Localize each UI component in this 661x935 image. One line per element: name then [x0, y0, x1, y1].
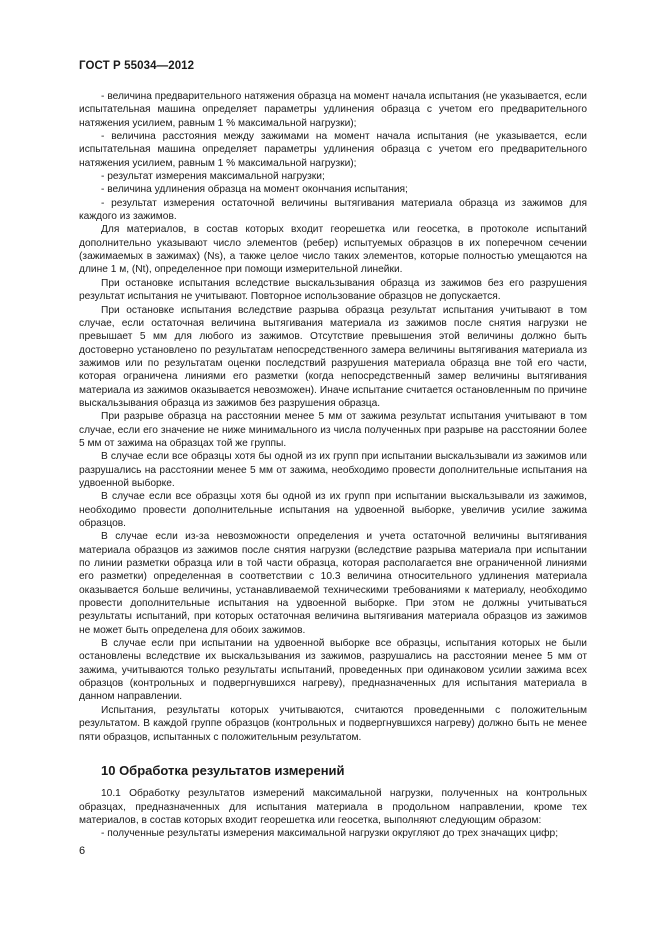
document-code-header: ГОСТ Р 55034—2012 — [79, 60, 195, 72]
paragraph: - величина предварительного натяжения образца на момент начала испытания (не указывается, если испытательная машина определяет параметры удлинения образца с учетом его предварительного натяжения усилием, равным 1 % максимальной нагрузки); — [79, 91, 587, 129]
section-heading: 10 Обработка результатов измерений — [101, 762, 345, 778]
paragraph: В случае если из-за невозможности определения и учета остаточной величины вытягивания материала образцов из зажимов после снятия нагрузки (вследствие разрыва материала при испытании по линии разметки образца или в той части образца, которая располагается вне ограниченной линиями его разметки) определенная в соответствии с 10.3 величина относительного удлинения материала оказывается больше величины, устанавливаемой техническими требованиями к материалу, необходимо провести дополнительные испытания на удвоенной выборке. При этом не должны учитываться результаты испытаний, при которых остаточная величина вытягивания материала образцов из зажимов не может быть определена для обоих зажимов. — [79, 531, 587, 636]
body-text — [79, 90, 587, 841]
paragraph: При разрыве образца на расстоянии менее 5 мм от зажима результат испытания учитывают в том случае, если его значение не ниже минимального из числа полученных при разрыве на расстоянии более 5 мм от зажима на образцах той же группы. — [79, 411, 587, 449]
paragraph: В случае если все образцы хотя бы одной из их групп при испытании выскальзывали из зажимов или разрушались на расстоянии менее 5 мм от зажима, необходимо провести дополнительные испытания на удвоенной выборке. — [79, 451, 587, 489]
paragraph: - величина расстояния между зажимами на момент начала испытания (не указывается, если испытательная машина определяет параметры удлинения образца с учетом его предварительного натяжения усилием, равным 1 % максимальной нагрузки); — [79, 131, 587, 169]
paragraph: Для материалов, в состав которых входит георешетка или геосетка, в протоколе испытаний дополнительно указывают число элементов (ребер) испытуемых образцов в их поперечном сечении (зажимаемых в зажимах) (Ns), а также целое число таких элементов, которые полностью умещаются на длине 1 м, (Nt), определенное при помощи измерительной линейки. — [79, 224, 587, 276]
paragraph: - результат измерения максимальной нагрузки; — [101, 171, 325, 183]
page-number: 6 — [79, 845, 86, 857]
paragraph: При остановке испытания вследствие выскальзывания образца из зажимов без его разрушения результат испытания не учитывают. Повторное использование образцов не допускается. — [79, 277, 587, 303]
paragraph: При остановке испытания вследствие разрыва образца результат испытания учитывают в том случае, если остаточная величина вытягивания материала из зажимов после снятия нагрузки не превышает 5 мм для любого из зажимов. Отсутствие превышения этой величины должно быть достоверно установлено по результатам непосредственного замера величины вытягивания материала из зажимов или по результатам оценки последствий разрушения материала образца вне той его части, которая ограничена линиями его разметки (когда непосредственный замер величины вытягивания материала из зажимов оказывается невозможен). Иначе испытание считается остановленным по причине выскальзывания образца из зажимов без разрушения образца. — [79, 304, 587, 409]
paragraph: - величина удлинения образца на момент окончания испытания; — [101, 184, 408, 196]
paragraph: - полученные результаты измерения максимальной нагрузки округляют до трех значащих цифр; — [101, 828, 559, 840]
paragraph: В случае если при испытании на удвоенной выборке все образцы, испытания которых не были остановлены вследствие их выскальзывания из зажимов, разрушались на расстоянии менее 5 мм от зажима, учитываются только результаты испытаний, проведенных при одинаковом усилии зажима всех образцов (контрольных и подвергнувшихся нагреву), предназначенных для испытания материала в данном направлении. — [79, 638, 587, 703]
paragraph: - результат измерения остаточной величины вытягивания материала образца из зажимов для каждого из зажимов. — [79, 197, 587, 223]
paragraph: Испытания, результаты которых учитываются, считаются проведенными с положительным результатом. В каждой группе образцов (контрольных и подвергнувшихся нагреву) должно быть не менее пяти образцов, испытанных с положительным результатом. — [79, 704, 587, 743]
paragraph: В случае если все образцы хотя бы одной из их групп при испытании выскальзывали из зажимов, необходимо провести дополнительные испытания на удвоенной выборке, увеличив усилие зажима образцов. — [79, 491, 587, 529]
paragraph: 10.1 Обработку результатов измерений максимальной нагрузки, полученных на контрольных образцах, предназначенных для испытания материала в продольном направлении, кроме тех материалов, в состав которых входит георешетка или геосетка, выполняют следующим образом: — [79, 788, 587, 826]
